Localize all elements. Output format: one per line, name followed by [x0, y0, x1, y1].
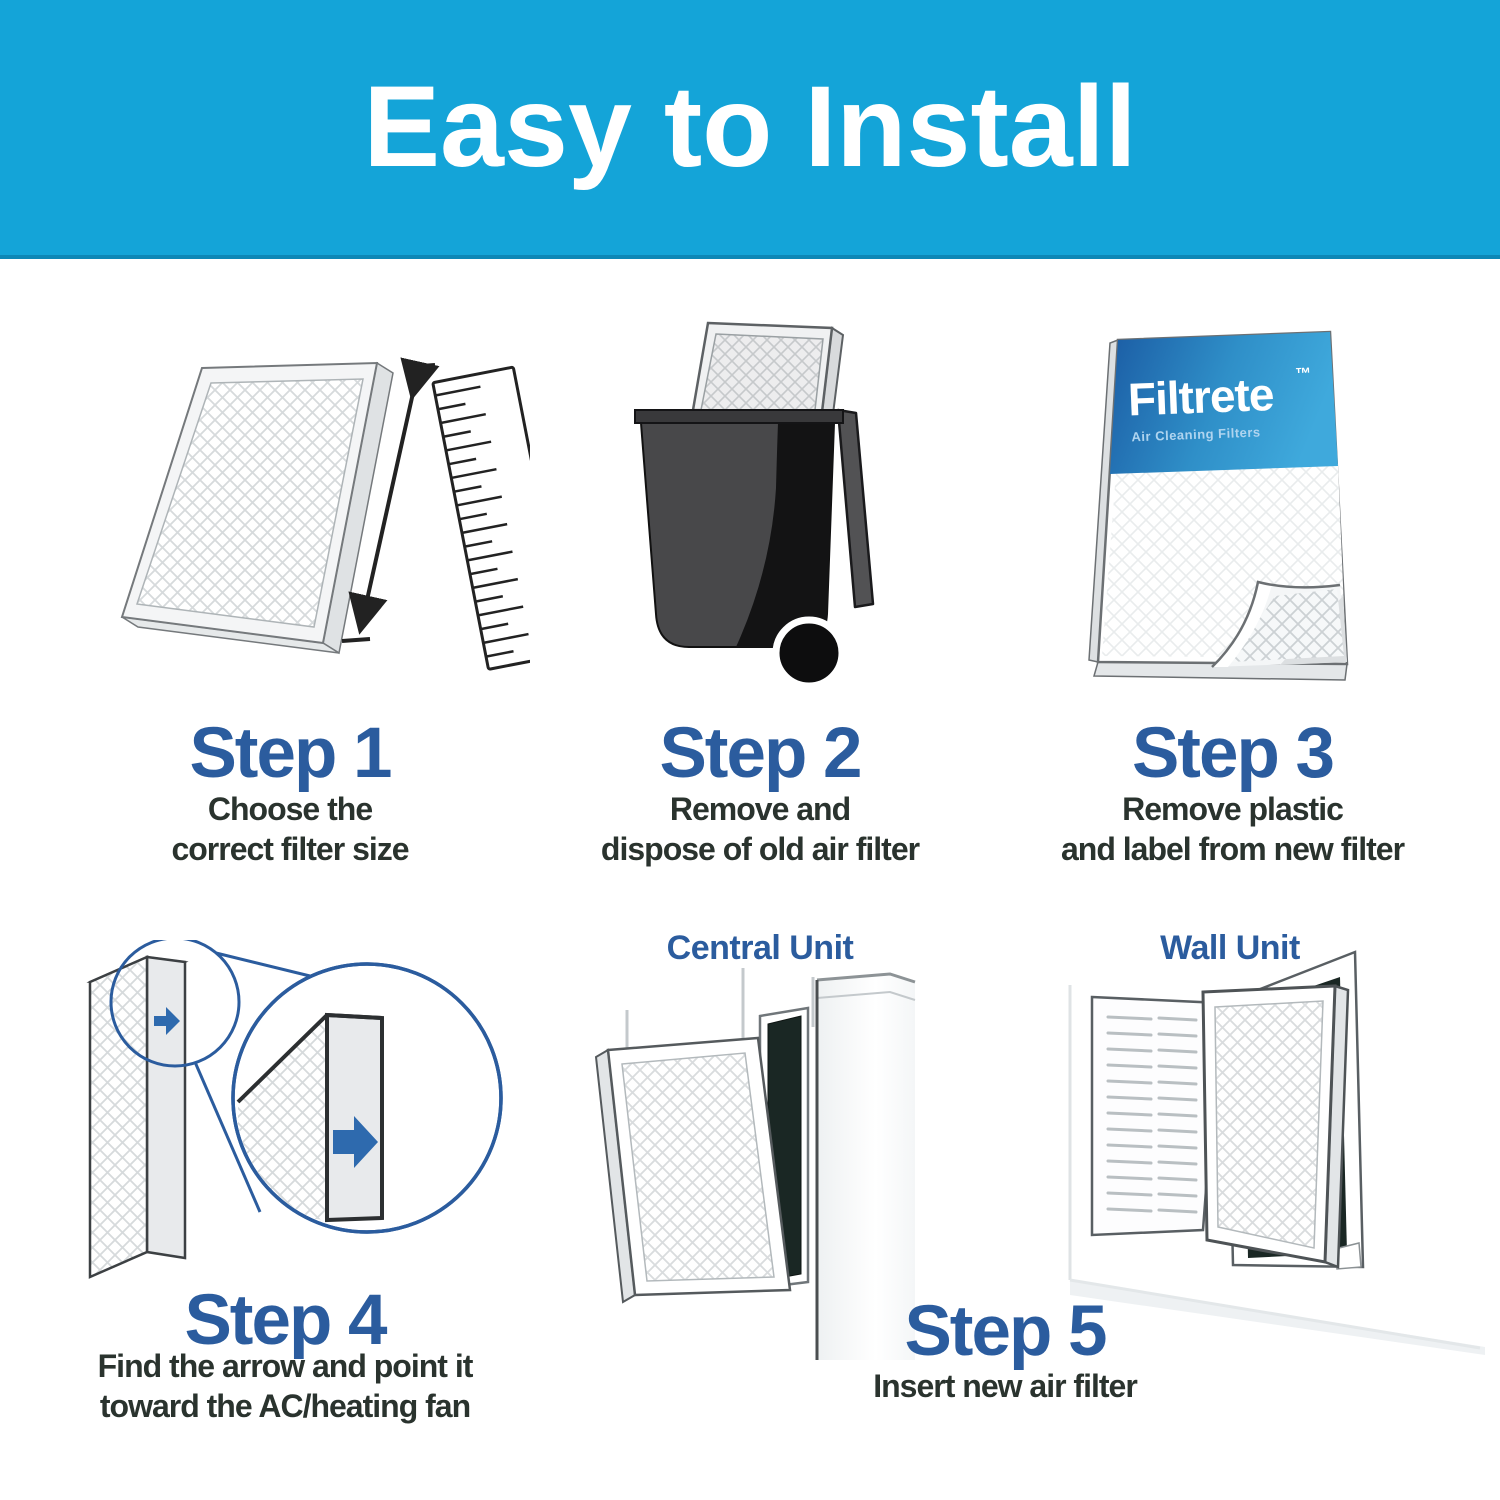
step3-filtrete-package-icon [1050, 296, 1400, 691]
step4-arrow-magnifier-icon [70, 940, 520, 1300]
step1-title: Step 1 [189, 714, 391, 793]
package-label [1110, 332, 1338, 474]
filter-side-view [90, 957, 185, 1277]
step2-desc-line1: Remove and [669, 791, 851, 827]
step3-desc-line1: Remove plastic [1122, 791, 1343, 827]
brand-text: Filtrete [1127, 367, 1275, 426]
step1-filter-ruler-icon [80, 345, 530, 710]
trash-bin-body [641, 423, 834, 647]
old-filter-icon [693, 323, 843, 414]
wall-unit-label: Wall Unit [1160, 929, 1300, 967]
header-banner [0, 0, 1500, 259]
step2-desc [530, 789, 990, 869]
step4-desc-line1: Find the arrow and point it [97, 1348, 473, 1384]
wall-filter-icon [1203, 986, 1348, 1267]
step1-desc-line1: Choose the [207, 791, 373, 827]
new-filter-icon [596, 1038, 790, 1302]
step3-desc [1000, 789, 1465, 869]
trash-bin-lid [838, 410, 873, 607]
tagline-text: Air Cleaning Filters [1131, 424, 1261, 445]
filter-icon [122, 363, 393, 653]
page-title: Easy to Install [363, 63, 1137, 191]
step2-desc-line2: dispose of old air filter [600, 831, 920, 867]
step5-title: Step 5 [904, 1292, 1106, 1371]
step1-desc-line2: correct filter size [171, 831, 409, 867]
step2-trash-bin-icon [585, 298, 945, 698]
step4-desc-line2: toward the AC/heating fan [99, 1388, 471, 1424]
step5-desc [770, 1366, 1240, 1406]
ruler-icon [433, 367, 530, 669]
step3-desc-line2: and label from new filter [1060, 831, 1405, 867]
step4-title: Step 4 [184, 1281, 386, 1360]
trash-bin-wheel [776, 620, 842, 686]
trademark-text: ™ [1294, 365, 1312, 384]
central-unit-label: Central Unit [666, 929, 854, 967]
step3-title: Step 3 [1131, 714, 1334, 793]
trash-bin-rim [635, 410, 843, 423]
step5-desc-line1: Insert new air filter [873, 1368, 1137, 1404]
step4-desc [35, 1346, 535, 1426]
step1-desc [60, 789, 520, 869]
step2-title: Step 2 [659, 714, 861, 793]
